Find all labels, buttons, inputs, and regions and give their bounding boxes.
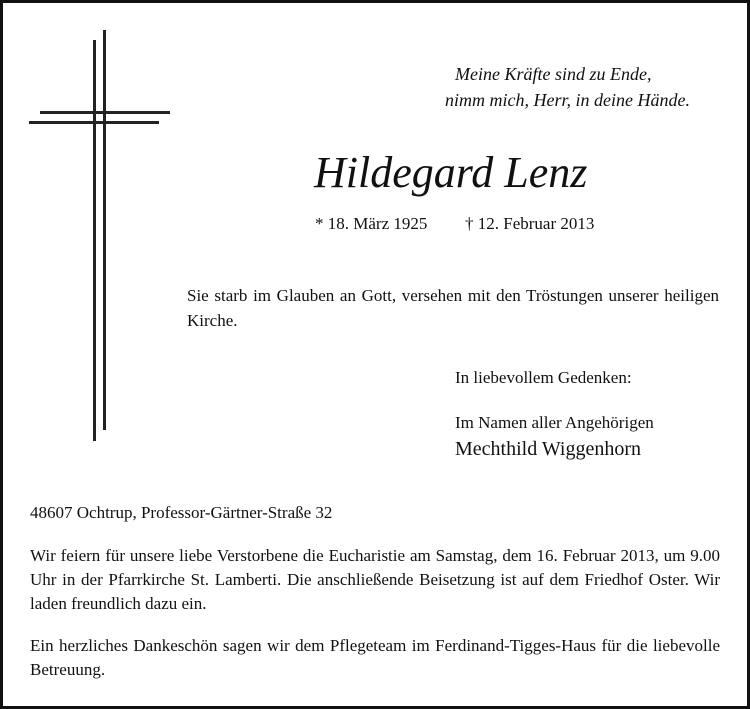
death-date: † 12. Februar 2013	[465, 214, 595, 233]
thanks-note: Ein herzliches Dankeschön sagen wir dem Pflegeteam im Ferdinand-Tigges-Haus für die liebevolle Betreuung.	[30, 636, 720, 679]
verse-line-1: Meine Kräfte sind zu Ende,	[455, 64, 652, 84]
on-behalf-line: Im Namen aller Angehörigen	[455, 413, 654, 432]
remembrance-line: In liebevollem Gedenken:	[455, 368, 632, 387]
faith-statement: Sie starb im Glauben an Gott, versehen mit den Tröstungen unserer heiligen Kirche.	[187, 286, 719, 330]
address: 48607 Ochtrup, Professor-Gärtner-Straße 32	[30, 503, 333, 522]
service-info: Wir feiern für unsere liebe Verstorbene die Eucharistie am Samstag, dem 16. Februar 2013, um 9.00 Uhr in der Pfarrkirche St. Lamberti. Die anschließende Beisetzung ist auf dem Friedhof Oster. Wir laden freundlich dazu ein.	[30, 546, 720, 613]
signatory-name: Mechthild Wiggenhorn	[455, 438, 642, 460]
deceased-name: Hildegard Lenz	[314, 148, 588, 197]
verse-line-2: nimm mich, Herr, in deine Hände.	[445, 90, 690, 110]
birth-date: * 18. März 1925	[315, 214, 428, 233]
